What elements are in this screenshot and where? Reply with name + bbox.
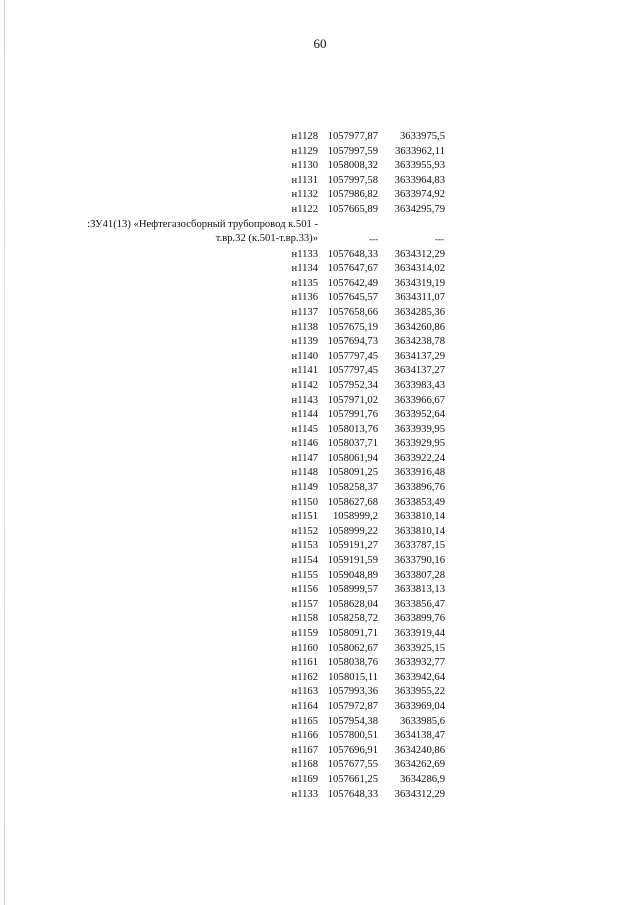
- table-row: [0, 364, 640, 379]
- coord-y: 3633955,93: [394, 160, 445, 172]
- section-title-line2: т.вр.32 (к.501-т.вр.33)»: [215, 232, 318, 244]
- coord-y: 3634319,19: [394, 277, 445, 289]
- point-id: н1132: [291, 189, 318, 201]
- coord-y: 3633925,15: [394, 642, 445, 654]
- table-row: [0, 379, 640, 394]
- point-id: н1122: [291, 203, 318, 215]
- point-id: н1145: [291, 423, 318, 435]
- point-id: н1150: [291, 496, 318, 508]
- table-row: [0, 277, 640, 292]
- coord-y: 3633962,11: [395, 145, 445, 157]
- table-row: [0, 788, 640, 803]
- coord-y: 3633916,48: [394, 467, 445, 479]
- coord-y: 3633985,6: [399, 715, 445, 727]
- table-row: [0, 612, 640, 627]
- coord-x: 1057977,87: [327, 131, 378, 142]
- point-id: н1168: [291, 759, 318, 771]
- coord-y: 3634312,29: [394, 248, 445, 260]
- coord-y: 3634137,27: [394, 365, 445, 377]
- table-row: [0, 539, 640, 554]
- point-id: н1169: [291, 773, 318, 785]
- point-id: н1156: [291, 584, 318, 596]
- coord-y: 3633807,28: [394, 569, 445, 581]
- coord-x: 1057993,36: [327, 686, 378, 698]
- table-row: [0, 248, 640, 263]
- table-row: [0, 656, 640, 671]
- coord-y: 3634312,29: [394, 788, 445, 800]
- coord-y: 3633942,64: [394, 671, 445, 683]
- coord-y: 3634260,86: [394, 321, 445, 333]
- table-row: [0, 700, 640, 715]
- coord-x: 1057642,49: [327, 277, 378, 289]
- coord-x: 1058061,94: [327, 452, 378, 464]
- coord-y: 3634238,78: [394, 336, 445, 348]
- point-id: н1160: [291, 642, 318, 654]
- point-id: н1143: [291, 394, 318, 406]
- coord-x: 1057986,82: [327, 189, 378, 201]
- table-row: [0, 685, 640, 700]
- table-row: [0, 598, 640, 613]
- table-row: [0, 627, 640, 642]
- coord-x: 1057696,91: [327, 744, 378, 756]
- coord-x: 1059191,59: [327, 555, 378, 567]
- point-id: н1140: [291, 350, 318, 362]
- coord-x: 1058062,67: [327, 642, 378, 654]
- coord-y: 3634314,02: [394, 263, 445, 275]
- coord-x: 1059048,89: [327, 569, 378, 581]
- table-row: [0, 423, 640, 438]
- coord-x: 1058038,76: [327, 657, 378, 669]
- table-row: [0, 715, 640, 730]
- coord-y: 3633964,83: [394, 174, 445, 186]
- coord-y: 3633810,14: [394, 511, 445, 523]
- coord-y: 3633929,95: [394, 438, 445, 450]
- point-id: н1142: [291, 379, 318, 391]
- point-id: н1134: [291, 263, 318, 275]
- point-id: н1167: [291, 744, 318, 756]
- coordinates-table: [0, 130, 640, 802]
- coord-x: 1057648,33: [327, 248, 378, 260]
- point-id: н1133: [291, 248, 318, 260]
- coord-x: 1057991,76: [327, 409, 378, 421]
- coord-x: 1057971,02: [327, 394, 378, 406]
- table-row: [0, 744, 640, 759]
- coord-x: 1058091,71: [327, 628, 378, 639]
- coord-y: 3633853,49: [394, 496, 445, 508]
- table-row: [0, 569, 640, 584]
- coord-y: 3633813,13: [394, 584, 445, 596]
- table-row: [0, 583, 640, 598]
- table-row: [0, 335, 640, 350]
- coord-x: 1057997,58: [327, 174, 378, 186]
- point-id: н1154: [291, 555, 318, 567]
- point-id: н1159: [291, 628, 318, 639]
- section-dash-x: ---: [369, 233, 378, 244]
- coord-y: 3634311,07: [395, 292, 445, 304]
- table-row: [0, 510, 640, 525]
- rows-after-group: [0, 248, 640, 803]
- table-row: [0, 203, 640, 218]
- point-id: н1166: [291, 730, 318, 742]
- section-title-line1: :ЗУ41(13) «Нефтегазосборный трубопровод к.501 -: [87, 218, 318, 230]
- table-row: [0, 145, 640, 160]
- coord-x: 1058999,2: [332, 511, 378, 523]
- coord-y: 3633856,47: [394, 598, 445, 610]
- table-row: [0, 306, 640, 321]
- table-row: [0, 321, 640, 336]
- coord-x: 1057648,33: [327, 788, 378, 800]
- table-row: [0, 773, 640, 788]
- point-id: н1163: [291, 686, 318, 698]
- point-id: н1158: [291, 613, 318, 625]
- coord-y: 3634137,29: [394, 350, 445, 362]
- table-row: [0, 496, 640, 511]
- point-id: н1162: [291, 671, 318, 683]
- section-header: [0, 218, 640, 248]
- section-dash-y: ---: [435, 233, 444, 244]
- coord-y: 3633810,14: [394, 525, 445, 537]
- table-row: [0, 671, 640, 686]
- table-row: [0, 466, 640, 481]
- coord-y: 3633790,16: [394, 555, 445, 567]
- coord-x: 1057677,55: [327, 759, 378, 771]
- coord-x: 1058627,68: [327, 496, 378, 508]
- coord-y: 3633974,92: [394, 189, 445, 201]
- point-id: н1157: [291, 598, 318, 610]
- coord-x: 1058628,04: [327, 598, 378, 610]
- point-id: н1129: [291, 145, 318, 157]
- point-id: н1148: [291, 467, 318, 479]
- point-id: н1128: [291, 131, 318, 142]
- coord-x: 1059191,27: [327, 540, 378, 552]
- coord-x: 1057661,25: [327, 773, 378, 785]
- coord-y: 3633939,95: [394, 423, 445, 435]
- coord-x: 1057675,19: [327, 321, 378, 333]
- coord-x: 1058013,76: [327, 423, 378, 435]
- table-row: [0, 408, 640, 423]
- coord-x: 1058999,57: [327, 584, 378, 596]
- point-id: н1131: [291, 174, 318, 186]
- rows-before-group: [0, 130, 640, 218]
- table-row: [0, 188, 640, 203]
- page-number: 60: [313, 36, 327, 51]
- table-row: [0, 159, 640, 174]
- coord-y: 3633955,22: [394, 686, 445, 698]
- table-row: [0, 729, 640, 744]
- coord-x: 1057797,45: [327, 350, 378, 362]
- table-row: [0, 554, 640, 569]
- table-row: [0, 452, 640, 467]
- table-row: [0, 350, 640, 365]
- table-row: [0, 291, 640, 306]
- point-id: н1141: [291, 365, 318, 377]
- point-id: н1146: [291, 438, 318, 450]
- point-id: н1137: [291, 306, 318, 318]
- coord-x: 1057800,51: [327, 730, 378, 742]
- point-id: н1135: [291, 277, 318, 289]
- coord-y: 3633983,43: [394, 379, 445, 391]
- table-row: [0, 758, 640, 773]
- point-id: н1155: [291, 569, 318, 581]
- coord-y: 3634295,79: [394, 203, 445, 215]
- coord-y: 3633932,77: [394, 657, 445, 669]
- point-id: н1151: [291, 511, 318, 523]
- point-id: н1153: [291, 540, 318, 552]
- coord-x: 1058015,11: [328, 671, 378, 683]
- coord-y: 3633787,15: [394, 540, 445, 552]
- coord-x: 1057647,67: [327, 263, 378, 275]
- point-id: н1165: [291, 715, 318, 727]
- point-id: н1133: [291, 788, 318, 800]
- coord-x: 1058091,25: [327, 467, 378, 479]
- coord-y: 3634262,69: [394, 759, 445, 771]
- point-id: н1147: [291, 452, 318, 464]
- table-row: [0, 525, 640, 540]
- coord-x: 1058037,71: [327, 438, 378, 450]
- coord-x: 1057645,57: [327, 292, 378, 304]
- coord-x: 1058258,37: [327, 482, 378, 494]
- point-id: н1149: [291, 482, 318, 494]
- coord-x: 1057954,38: [327, 715, 378, 727]
- coord-y: 3634240,86: [394, 744, 445, 756]
- coord-y: 3633966,67: [394, 394, 445, 406]
- point-id: н1139: [291, 336, 318, 348]
- point-id: н1144: [291, 409, 318, 421]
- table-row: [0, 262, 640, 277]
- coord-x: 1058999,22: [327, 525, 378, 537]
- table-row: [0, 394, 640, 409]
- table-row: [0, 642, 640, 657]
- coord-x: 1057694,73: [327, 336, 378, 348]
- coord-y: 3633952,64: [394, 409, 445, 421]
- coord-y: 3634138,47: [394, 730, 445, 742]
- table-row: [0, 130, 640, 145]
- table-row: [0, 481, 640, 496]
- point-id: н1130: [291, 160, 318, 172]
- table-row: [0, 174, 640, 189]
- coord-x: 1057658,66: [327, 306, 378, 318]
- coord-y: 3634286,9: [399, 773, 445, 785]
- point-id: н1164: [291, 700, 318, 712]
- coord-x: 1058008,32: [327, 160, 378, 172]
- coord-y: 3633919,44: [394, 628, 445, 639]
- point-id: н1152: [291, 525, 318, 537]
- coord-y: 3633896,76: [394, 482, 445, 494]
- coord-x: 1057665,89: [327, 203, 378, 215]
- point-id: н1138: [291, 321, 318, 333]
- coord-y: 3633922,24: [394, 452, 445, 464]
- coord-y: 3634285,36: [394, 306, 445, 318]
- coord-x: 1057972,87: [327, 700, 378, 712]
- point-id: н1161: [291, 657, 318, 669]
- coord-x: 1057997,59: [327, 145, 378, 157]
- coord-y: 3633969,04: [394, 700, 445, 712]
- coord-x: 1058258,72: [327, 613, 378, 625]
- coord-x: 1057952,34: [327, 379, 378, 391]
- point-id: н1136: [291, 292, 318, 304]
- coord-x: 1057797,45: [327, 365, 378, 377]
- coord-y: 3633899,76: [394, 613, 445, 625]
- table-row: [0, 437, 640, 452]
- coord-y: 3633975,5: [399, 131, 445, 142]
